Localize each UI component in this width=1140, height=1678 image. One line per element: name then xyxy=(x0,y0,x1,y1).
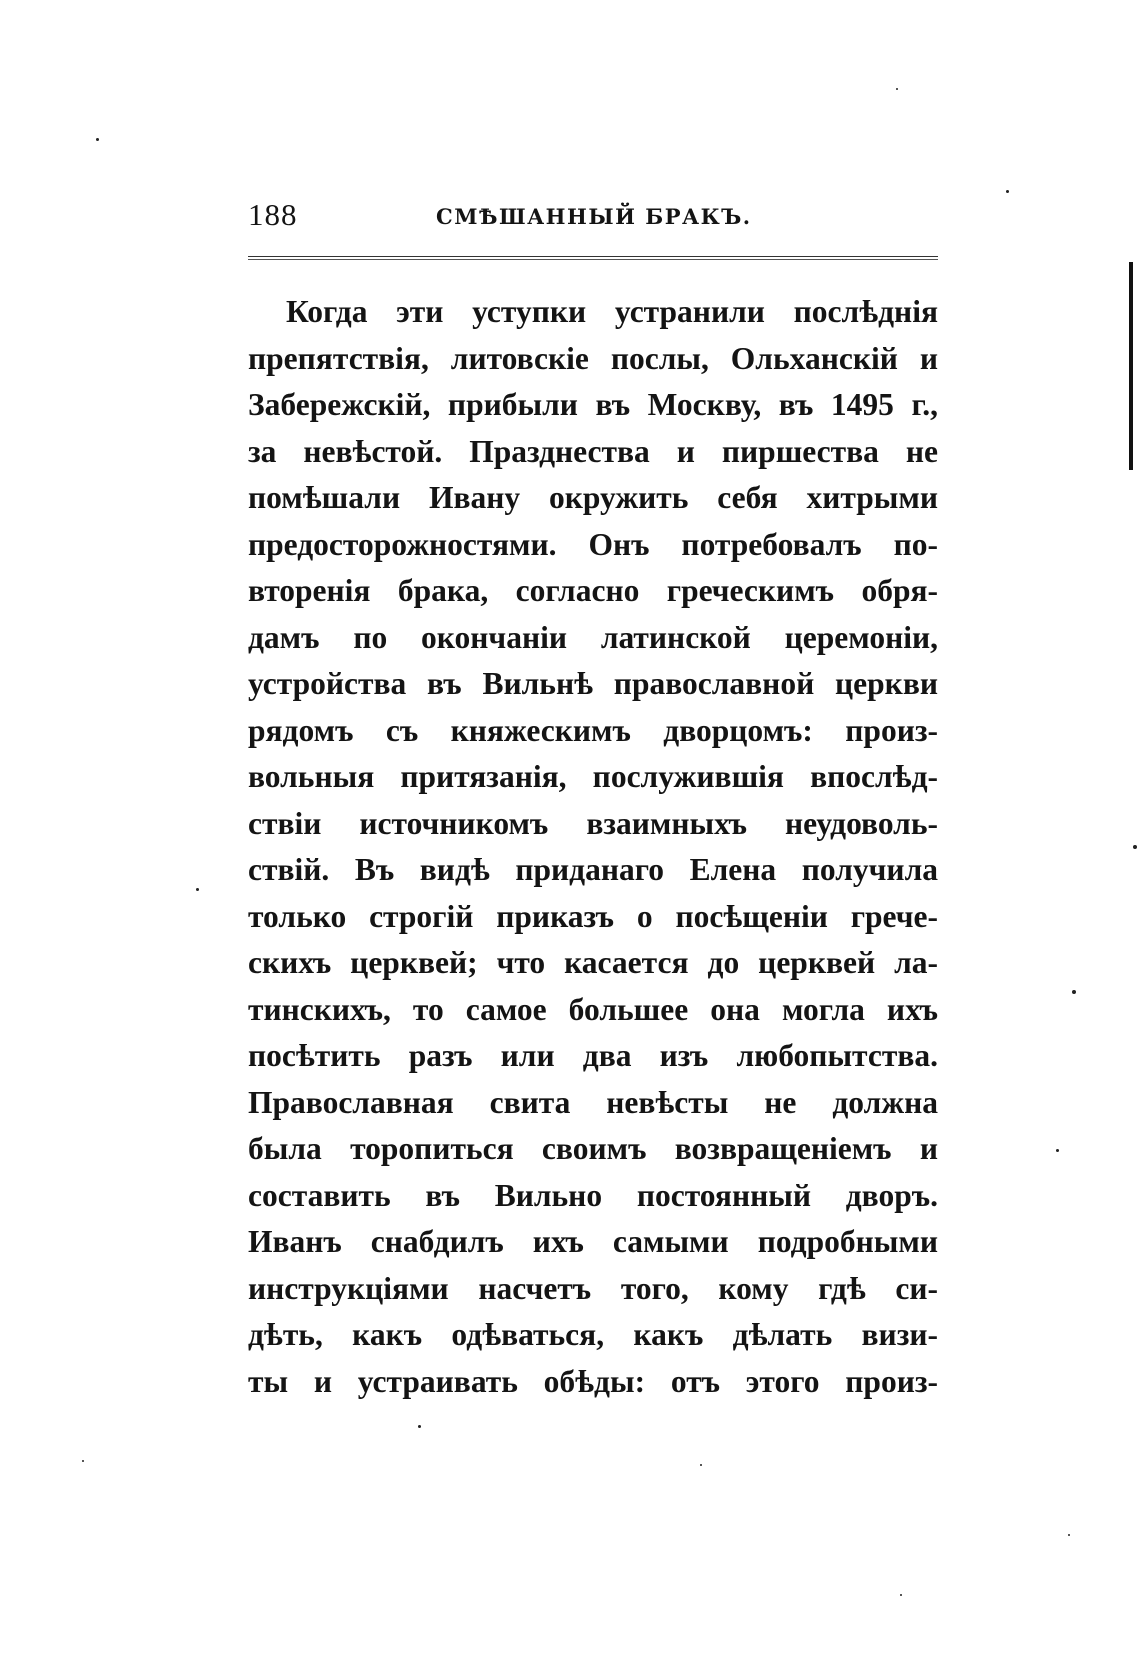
text-line: ты и устраивать обѣды: отъ этого произ- xyxy=(248,1363,938,1399)
scan-speck xyxy=(1133,845,1137,849)
text-line: помѣшали Ивану окружить себя хитрыми xyxy=(248,480,938,515)
text-line: тинскихъ, то самое большее она могла ихъ xyxy=(248,991,938,1027)
scan-speck xyxy=(896,88,898,90)
text-line: ствіи источникомъ взаимныхъ неудоволь- xyxy=(248,805,938,841)
running-title: СМѢШАННЫЙ БРАКЪ. xyxy=(436,204,752,229)
scan-speck xyxy=(700,1464,702,1466)
text-line: Православная свита невѣсты не должна xyxy=(248,1084,938,1120)
body-text xyxy=(248,289,938,1405)
text-line: предосторожностями. Онъ потребовалъ по- xyxy=(248,526,938,562)
text-line: скихъ церквей; что касается до церквей ла- xyxy=(248,945,938,980)
text-line: Когда эти уступки устранили послѣднія xyxy=(286,294,938,329)
scan-speck xyxy=(196,888,199,891)
text-line: инструкціями насчетъ того, кому гдѣ си- xyxy=(248,1270,938,1306)
scan-speck xyxy=(1056,1149,1059,1152)
text-line: устройства въ Вильнѣ православной церкви xyxy=(248,666,938,701)
scan-speck xyxy=(1006,190,1009,193)
text-line: только строгій приказъ о посѣщеніи грече- xyxy=(248,898,938,934)
text-line: ствій. Въ видѣ приданаго Елена получила xyxy=(248,852,938,887)
text-line: вольныя притязанія, послужившія впослѣд- xyxy=(248,759,938,794)
header-rule xyxy=(248,256,938,260)
text-line: дамъ по окончаніи латинской церемоніи, xyxy=(248,619,938,655)
scan-speck xyxy=(1068,1534,1070,1536)
text-line: за невѣстой. Празднества и пиршества не xyxy=(248,433,938,469)
page-header xyxy=(248,195,938,235)
scan-speck xyxy=(96,138,99,141)
text-line: составить въ Вильно постоянный дворъ. xyxy=(248,1177,938,1213)
text-line: Забережскій, прибыли въ Москву, въ 1495 г., xyxy=(248,387,938,422)
scan-speck xyxy=(1072,990,1076,994)
scan-edge-mark xyxy=(1129,262,1133,470)
text-line: была торопиться своимъ возвращеніемъ и xyxy=(248,1131,938,1166)
scan-speck xyxy=(900,1594,902,1596)
page-number: 188 xyxy=(248,197,298,232)
text-line: Иванъ снабдилъ ихъ самыми подробными xyxy=(248,1224,938,1259)
text-line: препятствія, литовскіе послы, Ольханскій и xyxy=(248,340,938,376)
scan-speck xyxy=(82,1460,84,1462)
text-line: вторенія брака, согласно греческимъ обря- xyxy=(248,573,938,608)
text-line: посѣтить разъ или два изъ любопытства. xyxy=(248,1038,938,1073)
text-line: рядомъ съ княжескимъ дворцомъ: произ- xyxy=(248,712,938,748)
text-line: дѣть, какъ одѣваться, какъ дѣлать визи- xyxy=(248,1317,938,1352)
scan-speck xyxy=(418,1425,421,1428)
